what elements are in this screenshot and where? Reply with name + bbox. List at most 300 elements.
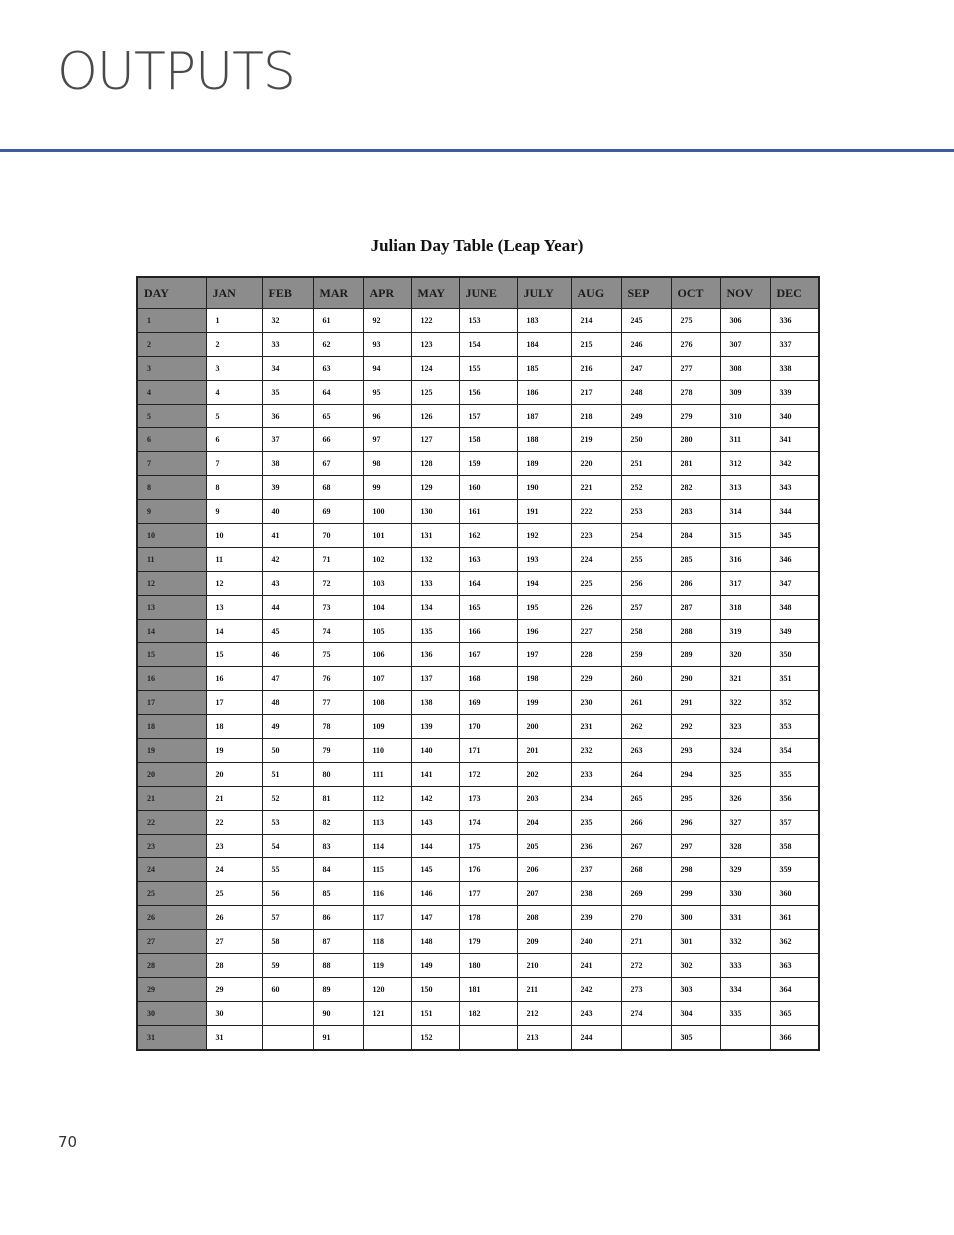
julian-day-cell: 242 <box>571 977 621 1001</box>
julian-day-cell: 314 <box>720 500 770 524</box>
column-header-aug: AUG <box>571 277 621 309</box>
day-number-cell: 17 <box>137 691 206 715</box>
day-number-cell: 1 <box>137 309 206 333</box>
julian-day-cell: 20 <box>206 762 262 786</box>
julian-day-cell: 252 <box>621 476 671 500</box>
julian-day-cell: 209 <box>517 930 571 954</box>
julian-day-cell: 179 <box>459 930 517 954</box>
julian-day-cell: 36 <box>262 404 313 428</box>
julian-day-cell: 199 <box>517 691 571 715</box>
julian-day-cell: 134 <box>411 595 459 619</box>
julian-day-cell: 267 <box>621 834 671 858</box>
julian-day-cell: 153 <box>459 309 517 333</box>
julian-day-cell: 355 <box>770 762 819 786</box>
julian-day-cell: 82 <box>313 810 363 834</box>
julian-day-cell: 76 <box>313 667 363 691</box>
julian-day-cell: 161 <box>459 500 517 524</box>
julian-day-cell: 5 <box>206 404 262 428</box>
julian-day-cell: 31 <box>206 1025 262 1049</box>
julian-day-cell: 28 <box>206 954 262 978</box>
julian-day-cell: 278 <box>671 380 720 404</box>
julian-day-cell: 343 <box>770 476 819 500</box>
julian-day-cell: 17 <box>206 691 262 715</box>
julian-day-cell: 260 <box>621 667 671 691</box>
julian-day-cell: 54 <box>262 834 313 858</box>
julian-day-cell: 25 <box>206 882 262 906</box>
julian-day-cell: 60 <box>262 977 313 1001</box>
julian-day-cell: 226 <box>571 595 621 619</box>
table-row <box>137 476 819 500</box>
julian-day-cell: 230 <box>571 691 621 715</box>
julian-day-cell: 366 <box>770 1025 819 1049</box>
julian-day-cell: 356 <box>770 786 819 810</box>
julian-day-cell: 115 <box>363 858 411 882</box>
day-number-cell: 27 <box>137 930 206 954</box>
julian-day-cell: 142 <box>411 786 459 810</box>
julian-day-cell: 48 <box>262 691 313 715</box>
julian-day-cell: 228 <box>571 643 621 667</box>
table-row <box>137 786 819 810</box>
julian-day-cell: 352 <box>770 691 819 715</box>
julian-day-cell: 66 <box>313 428 363 452</box>
julian-day-cell: 37 <box>262 428 313 452</box>
column-header-apr: APR <box>363 277 411 309</box>
julian-day-cell: 266 <box>621 810 671 834</box>
julian-day-cell: 307 <box>720 332 770 356</box>
julian-day-cell: 15 <box>206 643 262 667</box>
julian-day-cell: 335 <box>720 1001 770 1025</box>
julian-day-cell: 101 <box>363 524 411 548</box>
julian-day-cell: 233 <box>571 762 621 786</box>
day-number-cell: 29 <box>137 977 206 1001</box>
table-row <box>137 691 819 715</box>
julian-day-cell: 99 <box>363 476 411 500</box>
julian-day-cell: 52 <box>262 786 313 810</box>
julian-day-cell: 29 <box>206 977 262 1001</box>
day-number-cell: 18 <box>137 715 206 739</box>
julian-day-cell: 105 <box>363 619 411 643</box>
julian-day-cell: 284 <box>671 524 720 548</box>
julian-day-cell: 345 <box>770 524 819 548</box>
julian-day-cell: 323 <box>720 715 770 739</box>
julian-day-cell: 243 <box>571 1001 621 1025</box>
julian-day-cell: 46 <box>262 643 313 667</box>
julian-day-cell: 249 <box>621 404 671 428</box>
julian-day-cell: 155 <box>459 356 517 380</box>
julian-day-cell: 150 <box>411 977 459 1001</box>
day-number-cell: 5 <box>137 404 206 428</box>
julian-day-cell: 102 <box>363 547 411 571</box>
julian-day-cell: 121 <box>363 1001 411 1025</box>
column-header-dec: DEC <box>770 277 819 309</box>
julian-day-cell: 327 <box>720 810 770 834</box>
julian-day-cell: 116 <box>363 882 411 906</box>
julian-day-cell: 232 <box>571 739 621 763</box>
julian-day-cell: 281 <box>671 452 720 476</box>
julian-day-cell: 130 <box>411 500 459 524</box>
julian-day-cell: 253 <box>621 500 671 524</box>
julian-day-cell: 119 <box>363 954 411 978</box>
julian-day-cell: 328 <box>720 834 770 858</box>
julian-day-cell: 211 <box>517 977 571 1001</box>
julian-day-cell: 236 <box>571 834 621 858</box>
julian-day-cell: 126 <box>411 404 459 428</box>
julian-day-cell: 41 <box>262 524 313 548</box>
julian-day-cell: 180 <box>459 954 517 978</box>
table-row <box>137 643 819 667</box>
julian-day-cell: 43 <box>262 571 313 595</box>
julian-day-cell: 61 <box>313 309 363 333</box>
table-body <box>137 309 819 1050</box>
julian-day-cell: 349 <box>770 619 819 643</box>
julian-day-cell: 137 <box>411 667 459 691</box>
julian-day-cell: 272 <box>621 954 671 978</box>
table-row <box>137 667 819 691</box>
julian-day-cell: 308 <box>720 356 770 380</box>
julian-day-cell: 40 <box>262 500 313 524</box>
julian-day-cell: 63 <box>313 356 363 380</box>
julian-day-cell: 75 <box>313 643 363 667</box>
julian-day-cell: 357 <box>770 810 819 834</box>
day-number-cell: 16 <box>137 667 206 691</box>
julian-day-cell: 38 <box>262 452 313 476</box>
julian-day-cell: 2 <box>206 332 262 356</box>
julian-day-cell: 293 <box>671 739 720 763</box>
table-row <box>137 428 819 452</box>
julian-day-cell: 165 <box>459 595 517 619</box>
julian-day-cell: 206 <box>517 858 571 882</box>
julian-day-cell: 131 <box>411 524 459 548</box>
day-number-cell: 9 <box>137 500 206 524</box>
julian-day-cell: 8 <box>206 476 262 500</box>
julian-day-cell: 70 <box>313 524 363 548</box>
julian-day-cell: 318 <box>720 595 770 619</box>
julian-day-cell: 332 <box>720 930 770 954</box>
julian-day-cell: 151 <box>411 1001 459 1025</box>
julian-day-cell: 138 <box>411 691 459 715</box>
julian-day-cell: 175 <box>459 834 517 858</box>
julian-day-cell: 222 <box>571 500 621 524</box>
julian-day-cell: 297 <box>671 834 720 858</box>
julian-day-cell: 181 <box>459 977 517 1001</box>
table-row <box>137 619 819 643</box>
julian-day-cell: 176 <box>459 858 517 882</box>
julian-day-cell: 250 <box>621 428 671 452</box>
julian-day-cell: 286 <box>671 571 720 595</box>
julian-day-cell: 291 <box>671 691 720 715</box>
julian-day-cell: 337 <box>770 332 819 356</box>
julian-day-cell: 364 <box>770 977 819 1001</box>
table-row <box>137 595 819 619</box>
table-row <box>137 906 819 930</box>
day-number-cell: 31 <box>137 1025 206 1049</box>
julian-day-cell: 234 <box>571 786 621 810</box>
julian-day-cell: 96 <box>363 404 411 428</box>
julian-day-cell: 330 <box>720 882 770 906</box>
julian-day-cell: 188 <box>517 428 571 452</box>
table-header-row <box>137 277 819 309</box>
julian-day-cell: 197 <box>517 643 571 667</box>
julian-day-cell: 251 <box>621 452 671 476</box>
julian-day-cell: 271 <box>621 930 671 954</box>
julian-day-cell: 78 <box>313 715 363 739</box>
julian-day-cell: 191 <box>517 500 571 524</box>
heading-divider <box>0 149 954 152</box>
day-number-cell: 4 <box>137 380 206 404</box>
day-number-cell: 20 <box>137 762 206 786</box>
julian-day-cell: 186 <box>517 380 571 404</box>
julian-day-cell: 22 <box>206 810 262 834</box>
julian-day-cell: 23 <box>206 834 262 858</box>
day-number-cell: 14 <box>137 619 206 643</box>
julian-day-cell: 94 <box>363 356 411 380</box>
julian-day-cell: 312 <box>720 452 770 476</box>
table-row <box>137 930 819 954</box>
julian-day-cell: 205 <box>517 834 571 858</box>
julian-day-cell: 241 <box>571 954 621 978</box>
julian-day-cell: 218 <box>571 404 621 428</box>
julian-day-cell: 192 <box>517 524 571 548</box>
column-header-mar: MAR <box>313 277 363 309</box>
julian-day-cell: 110 <box>363 739 411 763</box>
julian-day-cell: 296 <box>671 810 720 834</box>
julian-day-cell: 108 <box>363 691 411 715</box>
julian-day-cell: 256 <box>621 571 671 595</box>
julian-day-cell: 83 <box>313 834 363 858</box>
julian-day-cell: 292 <box>671 715 720 739</box>
julian-day-cell: 163 <box>459 547 517 571</box>
day-number-cell: 23 <box>137 834 206 858</box>
julian-day-cell: 65 <box>313 404 363 428</box>
julian-day-cell: 35 <box>262 380 313 404</box>
julian-day-cell: 221 <box>571 476 621 500</box>
julian-day-cell: 338 <box>770 356 819 380</box>
julian-day-cell: 301 <box>671 930 720 954</box>
julian-day-cell: 144 <box>411 834 459 858</box>
table-row <box>137 1025 819 1049</box>
julian-day-cell: 26 <box>206 906 262 930</box>
julian-day-cell: 275 <box>671 309 720 333</box>
julian-day-cell: 177 <box>459 882 517 906</box>
julian-day-cell: 90 <box>313 1001 363 1025</box>
julian-day-cell: 347 <box>770 571 819 595</box>
julian-day-cell: 3 <box>206 356 262 380</box>
julian-day-cell: 215 <box>571 332 621 356</box>
julian-day-cell: 160 <box>459 476 517 500</box>
julian-day-cell: 288 <box>671 619 720 643</box>
day-number-cell: 21 <box>137 786 206 810</box>
julian-day-cell: 157 <box>459 404 517 428</box>
day-number-cell: 22 <box>137 810 206 834</box>
table-row <box>137 524 819 548</box>
julian-day-cell: 95 <box>363 380 411 404</box>
julian-day-cell: 7 <box>206 452 262 476</box>
julian-day-cell: 80 <box>313 762 363 786</box>
julian-day-cell: 329 <box>720 858 770 882</box>
julian-day-cell: 139 <box>411 715 459 739</box>
julian-day-cell: 317 <box>720 571 770 595</box>
julian-day-cell: 164 <box>459 571 517 595</box>
julian-day-cell: 204 <box>517 810 571 834</box>
julian-day-cell: 303 <box>671 977 720 1001</box>
julian-day-cell: 331 <box>720 906 770 930</box>
julian-day-cell: 170 <box>459 715 517 739</box>
julian-day-cell: 208 <box>517 906 571 930</box>
julian-day-cell: 313 <box>720 476 770 500</box>
julian-day-cell: 289 <box>671 643 720 667</box>
julian-day-cell: 158 <box>459 428 517 452</box>
julian-day-cell: 71 <box>313 547 363 571</box>
julian-day-cell: 223 <box>571 524 621 548</box>
julian-day-cell: 125 <box>411 380 459 404</box>
julian-day-cell: 74 <box>313 619 363 643</box>
julian-day-cell: 147 <box>411 906 459 930</box>
day-number-cell: 13 <box>137 595 206 619</box>
julian-day-cell: 280 <box>671 428 720 452</box>
julian-day-cell: 255 <box>621 547 671 571</box>
julian-day-cell: 141 <box>411 762 459 786</box>
julian-day-cell: 91 <box>313 1025 363 1049</box>
julian-day-cell: 44 <box>262 595 313 619</box>
julian-day-cell: 207 <box>517 882 571 906</box>
julian-day-cell: 279 <box>671 404 720 428</box>
julian-day-cell <box>363 1025 411 1049</box>
julian-day-cell: 14 <box>206 619 262 643</box>
julian-day-cell: 68 <box>313 476 363 500</box>
julian-day-cell: 214 <box>571 309 621 333</box>
table-row <box>137 309 819 333</box>
julian-day-cell: 322 <box>720 691 770 715</box>
julian-day-cell: 220 <box>571 452 621 476</box>
julian-day-cell: 72 <box>313 571 363 595</box>
julian-day-cell: 359 <box>770 858 819 882</box>
julian-day-cell: 159 <box>459 452 517 476</box>
julian-day-cell: 217 <box>571 380 621 404</box>
julian-day-cell: 97 <box>363 428 411 452</box>
julian-day-cell: 231 <box>571 715 621 739</box>
day-number-cell: 24 <box>137 858 206 882</box>
julian-day-cell: 310 <box>720 404 770 428</box>
julian-day-cell: 273 <box>621 977 671 1001</box>
julian-day-cell: 146 <box>411 882 459 906</box>
julian-day-cell: 166 <box>459 619 517 643</box>
day-number-cell: 8 <box>137 476 206 500</box>
table-row <box>137 452 819 476</box>
julian-day-cell: 246 <box>621 332 671 356</box>
table-row <box>137 977 819 1001</box>
julian-day-cell: 290 <box>671 667 720 691</box>
julian-day-cell: 27 <box>206 930 262 954</box>
julian-day-cell: 81 <box>313 786 363 810</box>
table-row <box>137 547 819 571</box>
julian-day-cell: 341 <box>770 428 819 452</box>
table-row <box>137 571 819 595</box>
table-row <box>137 762 819 786</box>
day-number-cell: 12 <box>137 571 206 595</box>
julian-day-cell: 319 <box>720 619 770 643</box>
julian-day-cell: 316 <box>720 547 770 571</box>
julian-day-cell: 298 <box>671 858 720 882</box>
julian-day-cell: 247 <box>621 356 671 380</box>
julian-day-cell: 152 <box>411 1025 459 1049</box>
julian-day-cell: 282 <box>671 476 720 500</box>
julian-day-cell: 107 <box>363 667 411 691</box>
julian-day-cell: 89 <box>313 977 363 1001</box>
day-number-cell: 3 <box>137 356 206 380</box>
julian-day-cell: 19 <box>206 739 262 763</box>
julian-day-cell: 85 <box>313 882 363 906</box>
julian-day-cell: 193 <box>517 547 571 571</box>
day-number-cell: 19 <box>137 739 206 763</box>
table-row <box>137 810 819 834</box>
julian-day-cell: 55 <box>262 858 313 882</box>
table-row <box>137 332 819 356</box>
julian-day-cell: 16 <box>206 667 262 691</box>
julian-day-cell <box>262 1001 313 1025</box>
julian-day-cell: 263 <box>621 739 671 763</box>
table-row <box>137 858 819 882</box>
julian-day-cell: 162 <box>459 524 517 548</box>
julian-day-cell: 69 <box>313 500 363 524</box>
table-row <box>137 954 819 978</box>
julian-day-cell: 128 <box>411 452 459 476</box>
julian-day-cell: 47 <box>262 667 313 691</box>
julian-day-cell: 42 <box>262 547 313 571</box>
julian-day-cell: 11 <box>206 547 262 571</box>
julian-day-cell: 114 <box>363 834 411 858</box>
julian-day-cell: 148 <box>411 930 459 954</box>
table-row <box>137 739 819 763</box>
julian-day-cell: 185 <box>517 356 571 380</box>
julian-day-cell: 201 <box>517 739 571 763</box>
julian-day-cell: 212 <box>517 1001 571 1025</box>
day-number-cell: 28 <box>137 954 206 978</box>
julian-day-cell: 154 <box>459 332 517 356</box>
julian-day-cell: 51 <box>262 762 313 786</box>
julian-day-cell: 203 <box>517 786 571 810</box>
julian-day-cell: 304 <box>671 1001 720 1025</box>
julian-day-cell: 57 <box>262 906 313 930</box>
julian-day-cell: 172 <box>459 762 517 786</box>
julian-day-cell: 305 <box>671 1025 720 1049</box>
julian-day-cell <box>720 1025 770 1049</box>
julian-day-cell: 350 <box>770 643 819 667</box>
julian-day-cell: 178 <box>459 906 517 930</box>
julian-day-cell: 342 <box>770 452 819 476</box>
julian-day-cell: 213 <box>517 1025 571 1049</box>
julian-day-cell: 86 <box>313 906 363 930</box>
julian-day-cell: 299 <box>671 882 720 906</box>
julian-day-cell: 229 <box>571 667 621 691</box>
julian-day-cell: 198 <box>517 667 571 691</box>
julian-day-cell: 283 <box>671 500 720 524</box>
julian-day-cell: 92 <box>363 309 411 333</box>
julian-day-cell: 277 <box>671 356 720 380</box>
julian-day-cell: 49 <box>262 715 313 739</box>
julian-day-cell: 363 <box>770 954 819 978</box>
julian-day-cell: 315 <box>720 524 770 548</box>
column-header-june: JUNE <box>459 277 517 309</box>
julian-day-cell: 34 <box>262 356 313 380</box>
julian-day-cell: 216 <box>571 356 621 380</box>
julian-day-cell: 4 <box>206 380 262 404</box>
julian-day-cell: 122 <box>411 309 459 333</box>
column-header-may: MAY <box>411 277 459 309</box>
julian-day-cell: 354 <box>770 739 819 763</box>
day-number-cell: 2 <box>137 332 206 356</box>
julian-day-cell: 143 <box>411 810 459 834</box>
julian-day-cell: 259 <box>621 643 671 667</box>
